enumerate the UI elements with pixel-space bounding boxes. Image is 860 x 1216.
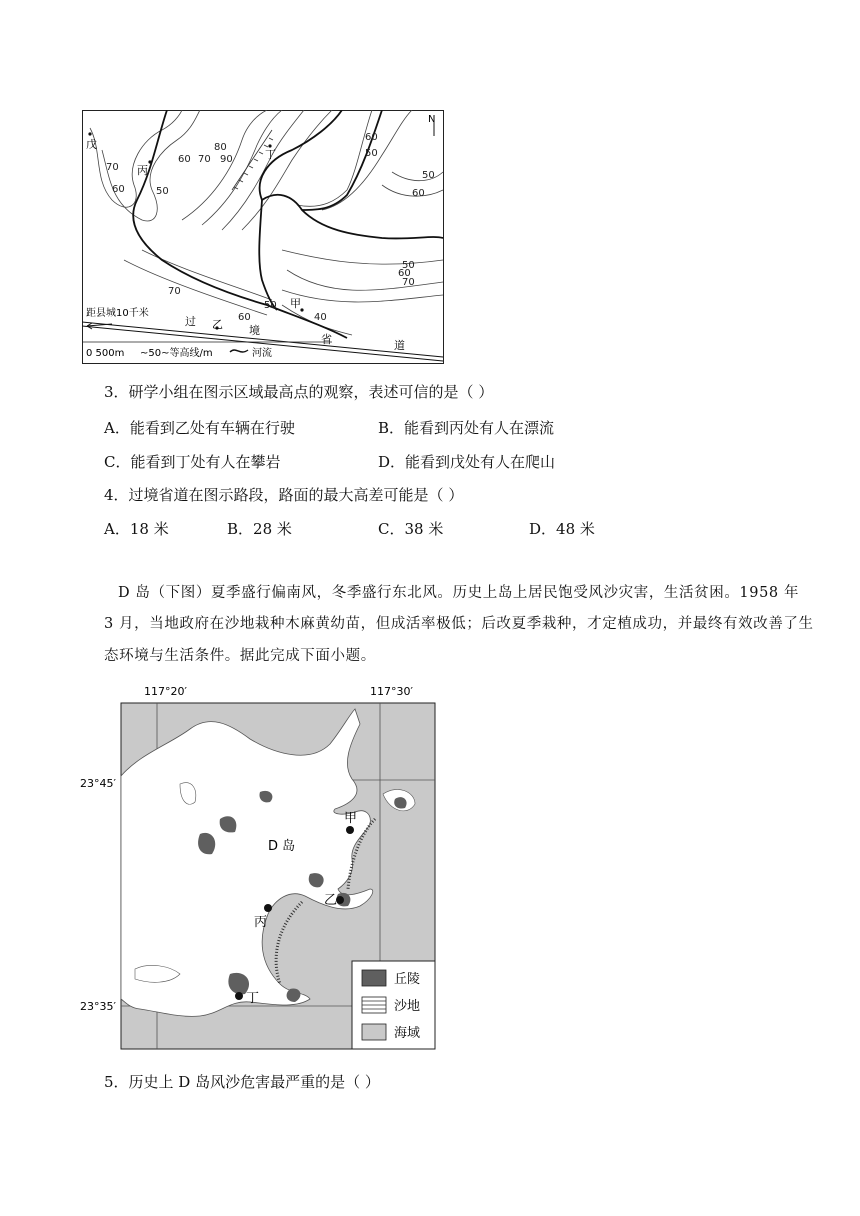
label-ding: 丁 — [246, 991, 260, 1006]
q4-option-d[interactable]: D．48 米 — [529, 520, 595, 538]
legend-hills-label: 丘陵 — [394, 972, 421, 987]
legend-sand-label: 沙地 — [394, 999, 421, 1014]
q4-option-b[interactable]: B．28 米 — [227, 520, 292, 538]
legend-scale: 0 500m — [86, 348, 125, 359]
svg-text:70: 70 — [402, 277, 415, 288]
legend-sea-label: 海域 — [394, 1026, 421, 1041]
svg-text:60: 60 — [112, 184, 125, 195]
passage-line-2: 3 月，当地政府在沙地栽种木麻黄幼苗，但成活率极低；后改夏季栽种，才定植成功，并最终有效改善了生 — [104, 616, 814, 632]
svg-text:50: 50 — [264, 300, 277, 311]
q4-option-a[interactable]: A．18 米 — [104, 520, 169, 538]
hills-legend-icon — [362, 970, 386, 986]
sea-legend-icon — [362, 1024, 386, 1040]
passage-line-1: D 岛（下图）夏季盛行偏南风，冬季盛行东北风。历史上岛上居民饱受风沙灾害，生活贫困。1958 年 — [118, 585, 800, 601]
question-3-stem: 3．研学小组在图示区域最高点的观察，表述可信的是（ ） — [104, 383, 494, 401]
svg-text:50: 50 — [402, 260, 415, 271]
svg-text:50: 50 — [156, 186, 169, 197]
point-bing — [264, 904, 272, 912]
label-yi: 乙 — [324, 893, 338, 908]
svg-text:60: 60 — [398, 268, 411, 279]
point-yi — [336, 896, 344, 904]
legend-river: 河流 — [252, 348, 272, 359]
passage-line-3: 态环境与生活条件。据此完成下面小题。 — [104, 648, 376, 664]
point-jia — [346, 826, 354, 834]
question-5-stem: 5．历史上 D 岛风沙危害最严重的是（ ） — [104, 1073, 380, 1091]
label-jia: 甲 — [290, 297, 301, 310]
lon-label-right: 117°30′ — [370, 685, 413, 698]
svg-text:50: 50 — [422, 170, 435, 181]
q3-option-c[interactable]: C．能看到丁处有人在攀岩 — [104, 453, 281, 471]
road-char: 过 — [185, 315, 196, 328]
road-char: 境 — [249, 324, 260, 337]
road-char: 省 — [321, 333, 332, 346]
svg-text:70: 70 — [198, 154, 211, 165]
lat-label-bottom: 23°35′ — [80, 1000, 116, 1013]
svg-text:60: 60 — [412, 188, 425, 199]
contour-map — [82, 110, 444, 364]
island-name: D 岛 — [268, 839, 296, 854]
svg-text:60: 60 — [178, 154, 191, 165]
svg-text:60: 60 — [238, 312, 251, 323]
svg-text:40: 40 — [314, 312, 327, 323]
q3-option-d[interactable]: D．能看到戊处有人在爬山 — [378, 453, 556, 471]
north-label: N — [428, 114, 436, 125]
svg-text:60: 60 — [365, 132, 378, 143]
label-bing: 丙 — [137, 164, 148, 177]
label-bing: 丙 — [254, 915, 268, 930]
q4-option-c[interactable]: C．38 米 — [378, 520, 444, 538]
svg-text:80: 80 — [214, 142, 227, 153]
road-char: 道 — [394, 339, 405, 352]
label-yi: 乙 — [212, 318, 223, 331]
point-ding — [235, 992, 243, 1000]
island-map — [80, 684, 442, 1054]
label-ding: 丁 — [265, 148, 276, 161]
svg-text:70: 70 — [168, 286, 181, 297]
lat-label-top: 23°45′ — [80, 777, 116, 790]
svg-text:70: 70 — [106, 162, 119, 173]
question-4-stem: 4．过境省道在图示路段，路面的最大高差可能是（ ） — [104, 486, 464, 504]
q3-option-a[interactable]: A．能看到乙处有车辆在行驶 — [104, 419, 295, 437]
county-distance-label: 距县城10千米 — [86, 308, 149, 319]
svg-text:50: 50 — [365, 148, 378, 159]
legend-contour: ~50~等高线/m — [140, 348, 213, 359]
q3-option-b[interactable]: B．能看到丙处有人在漂流 — [378, 419, 555, 437]
svg-text:90: 90 — [220, 154, 233, 165]
label-jia: 甲 — [344, 811, 358, 826]
label-wu: 戊 — [86, 138, 97, 151]
lon-label-left: 117°20′ — [144, 685, 187, 698]
